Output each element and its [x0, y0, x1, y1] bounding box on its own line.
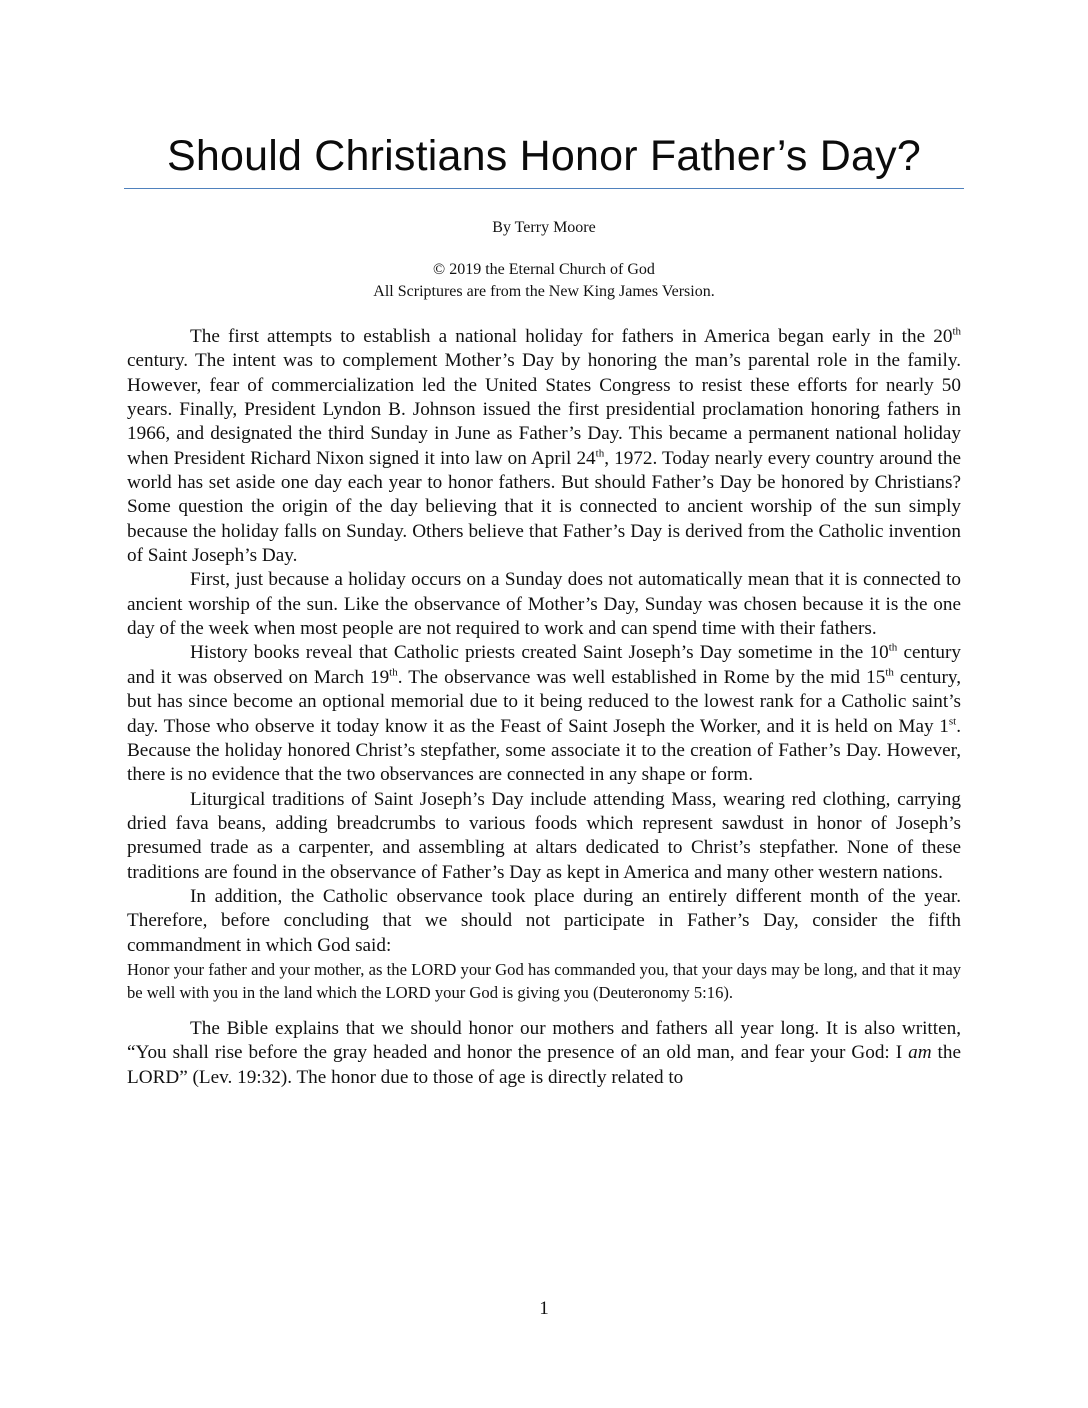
paragraph-6-text-b: the LORD” (Lev. 19:32). The honor due to those of age is directly related to	[127, 1042, 961, 1088]
article-body	[127, 325, 961, 1090]
paragraph-4: Liturgical traditions of Saint Joseph’s Day include attending Mass, wearing red clothing, carrying dried fava beans, adding breadcrumbs to various foods which represent sawdust in honor of Joseph’s presumed trade as a carpenter, and assembling at altars dedicated to Christ’s stepfather. None of these traditions are found in the observance of Father’s Day as kept in America and many other western nations.	[127, 788, 961, 883]
emphasis-text: am	[908, 1042, 932, 1064]
title-underline-divider	[124, 188, 964, 189]
paragraph-6	[127, 1017, 961, 1090]
paragraph-1-text-c: , 1972. Today nearly every country around the world has set aside one day each year to honor fathers. But should Father’s Day be honored by Christians? Some question the origin of the day believing that it is connected to ancient worship of the sun simply because the holiday falls on Sunday. Others believe that Father’s Day is derived from the Catholic invention of Saint Joseph’s Day.	[127, 447, 961, 567]
block-quote: Honor your father and your mother, as the LORD your God has commanded you, that your days may be long, and that it may be well with you in the land which the LORD your God is giving you (Deuteronomy 5:16).	[127, 959, 961, 1003]
page-number: 1	[539, 1298, 549, 1319]
ordinal-suffix: th	[595, 447, 605, 460]
scripture-note: All Scriptures are from the New King James Version.	[373, 283, 715, 300]
byline: By Terry Moore	[492, 219, 596, 236]
paragraph-3-text-c: . The observance was well established in Rome by the mid 15	[397, 666, 886, 688]
paragraph-5: In addition, the Catholic observance took place during an entirely different month of the year. Therefore, before concluding that we should not participate in Father’s Day, consider the fifth commandment in which God said:	[127, 885, 961, 956]
paragraph-1-text-b: century. The intent was to complement Mother’s Day by honoring the man’s parental role in the family. However, fear of commercialization led the United States Congress to resist these efforts for nearly 50 years. Finally, President Lyndon B. Johnson issued the first presidential proclamation honoring fathers in 1966, and designated the third Sunday in June as Father’s Day. This became a permanent national holiday when President Richard Nixon signed it into law on April 24	[127, 350, 961, 469]
paragraph-3	[127, 641, 961, 787]
ordinal-suffix: st	[948, 715, 957, 728]
paragraph-6-text-a: The Bible explains that we should honor our mothers and fathers all year long. It is also written, “You shall rise before the gray headed and honor the presence of an old man, and fear your God: I	[127, 1017, 961, 1064]
page-title: Should Christians Honor Father’s Day?	[167, 132, 921, 180]
paragraph-3-text-a: History books reveal that Catholic priests created Saint Joseph’s Day sometime in the 10	[190, 642, 889, 664]
paragraph-3-text-e: . Because the holiday honored Christ’s stepfather, some associate it to the creation of Father’s Day. However, there is no evidence that the two observances are connected in any shape or form.	[127, 715, 961, 786]
paragraph-2: First, just because a holiday occurs on a Sunday does not automatically mean that it is connected to ancient worship of the sun. Like the observance of Mother’s Day, Sunday was chosen because it is the one day of the week when most people are not required to work and can spend time with their fathers.	[127, 569, 961, 640]
copyright-line: © 2019 the Eternal Church of God	[433, 261, 655, 278]
paragraph-1-text-a: The first attempts to establish a national holiday for fathers in America began early in the 20	[190, 326, 953, 347]
ordinal-suffix: th	[888, 642, 898, 655]
ordinal-suffix: th	[885, 666, 894, 679]
paragraph-3-text-d: century, but has since become an optional memorial due to it being reduced to the lowest rank for a Catholic saint’s day. Those who observe it today know it as the Feast of Saint Joseph the Worker, and it is held on May 1	[127, 666, 961, 737]
ordinal-suffix: th	[389, 666, 398, 679]
paragraph-3-text-b: century and it was observed on March 19	[127, 642, 961, 688]
paragraph-1	[127, 325, 961, 568]
ordinal-suffix: th	[952, 325, 961, 338]
